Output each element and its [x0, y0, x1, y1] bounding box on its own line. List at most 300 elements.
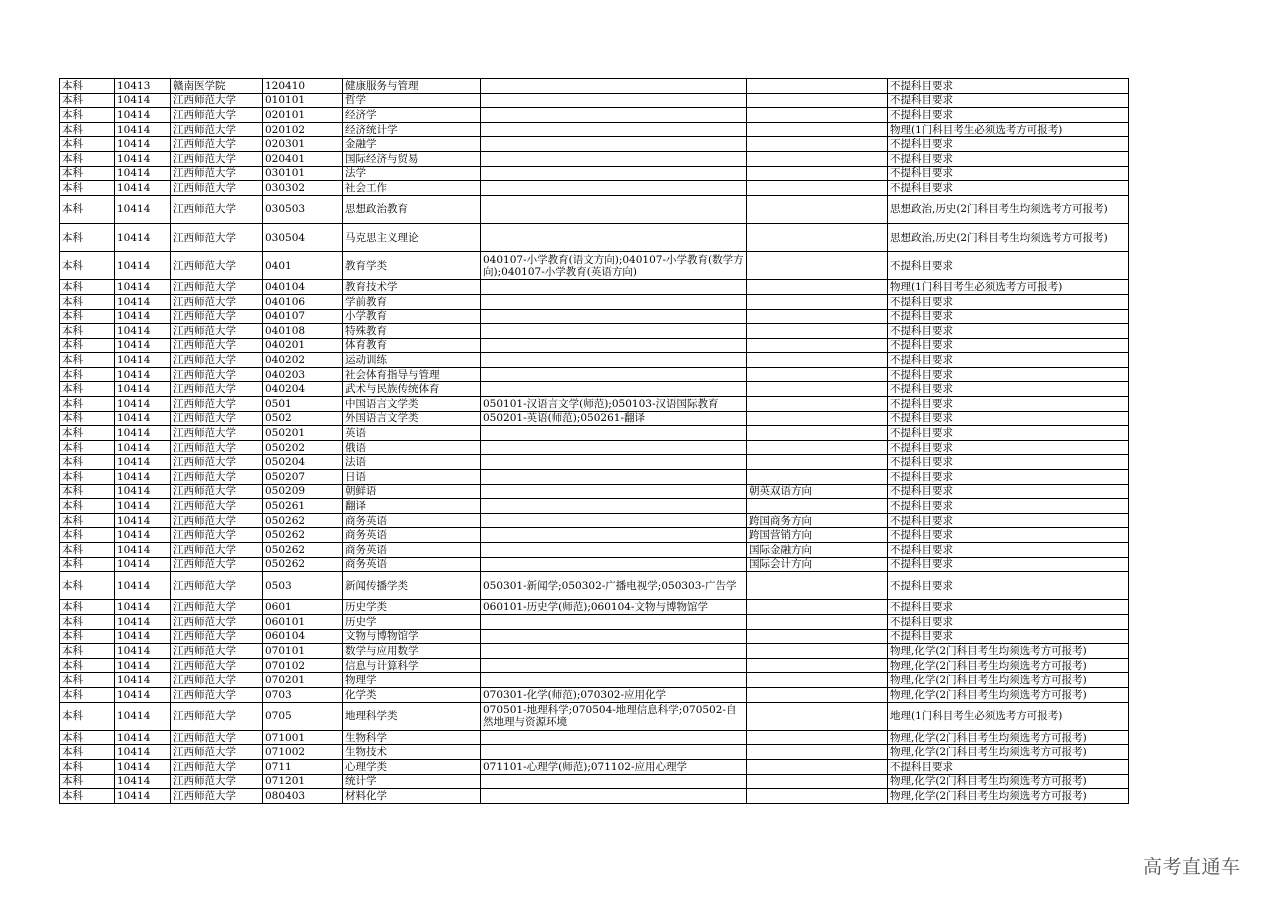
cell-major-name: 生物技术: [343, 745, 481, 760]
cell-level: 本科: [60, 426, 115, 441]
admission-requirements-table: [59, 78, 1129, 804]
cell-major-code: 040201: [263, 338, 343, 353]
cell-level: 本科: [60, 280, 115, 295]
cell-school-code: 10414: [115, 600, 171, 615]
cell-major-name: 商务英语: [343, 557, 481, 572]
cell-included-majors: [481, 181, 747, 196]
cell-subject-requirement: 不提科目要求: [888, 79, 1129, 94]
cell-school-name: 江西师范大学: [171, 702, 263, 730]
cell-level: 本科: [60, 223, 115, 251]
cell-subject-requirement: 不提科目要求: [888, 543, 1129, 558]
cell-major-code: 030503: [263, 195, 343, 223]
cell-level: 本科: [60, 730, 115, 745]
cell-major-name: 国际经济与贸易: [343, 151, 481, 166]
cell-included-majors: [481, 367, 747, 382]
cell-direction: [747, 367, 888, 382]
cell-direction: [747, 411, 888, 426]
table-row: [60, 79, 1129, 94]
cell-direction: [747, 294, 888, 309]
cell-included-majors: [481, 151, 747, 166]
cell-school-name: 江西师范大学: [171, 195, 263, 223]
cell-included-majors: [481, 382, 747, 397]
cell-major-code: 070102: [263, 658, 343, 673]
cell-included-majors: [481, 789, 747, 804]
table-row: [60, 353, 1129, 368]
cell-school-name: 江西师范大学: [171, 122, 263, 137]
cell-subject-requirement: 物理(1门科目考生必须选考方可报考): [888, 280, 1129, 295]
cell-major-name: 材料化学: [343, 789, 481, 804]
cell-school-code: 10414: [115, 687, 171, 702]
cell-included-majors: [481, 324, 747, 339]
cell-school-code: 10414: [115, 673, 171, 688]
cell-school-code: 10414: [115, 353, 171, 368]
cell-school-code: 10414: [115, 324, 171, 339]
cell-major-name: 英语: [343, 426, 481, 441]
table-row: [60, 181, 1129, 196]
cell-included-majors: [481, 426, 747, 441]
cell-major-code: 040107: [263, 309, 343, 324]
table-row: [60, 252, 1129, 280]
table-row: [60, 367, 1129, 382]
cell-subject-requirement: 不提科目要求: [888, 484, 1129, 499]
cell-direction: [747, 338, 888, 353]
cell-major-code: 040106: [263, 294, 343, 309]
cell-school-name: 江西师范大学: [171, 223, 263, 251]
cell-subject-requirement: 不提科目要求: [888, 324, 1129, 339]
cell-subject-requirement: 不提科目要求: [888, 499, 1129, 514]
cell-school-code: 10414: [115, 252, 171, 280]
cell-subject-requirement: 不提科目要求: [888, 367, 1129, 382]
cell-included-majors: [481, 166, 747, 181]
cell-level: 本科: [60, 79, 115, 94]
cell-subject-requirement: 物理(1门科目考生必须选考方可报考): [888, 122, 1129, 137]
cell-school-code: 10414: [115, 644, 171, 659]
cell-school-name: 赣南医学院: [171, 79, 263, 94]
cell-level: 本科: [60, 543, 115, 558]
cell-school-name: 江西师范大学: [171, 166, 263, 181]
table-row: [60, 499, 1129, 514]
cell-school-code: 10414: [115, 338, 171, 353]
table-row: [60, 309, 1129, 324]
cell-school-name: 江西师范大学: [171, 367, 263, 382]
table-row: [60, 338, 1129, 353]
cell-school-code: 10414: [115, 122, 171, 137]
cell-major-name: 中国语言文学类: [343, 397, 481, 412]
table-row: [60, 629, 1129, 644]
cell-major-name: 思想政治教育: [343, 195, 481, 223]
cell-school-name: 江西师范大学: [171, 759, 263, 774]
cell-level: 本科: [60, 557, 115, 572]
cell-subject-requirement: 物理,化学(2门科目考生均须选考方可报考): [888, 687, 1129, 702]
cell-included-majors: [481, 513, 747, 528]
cell-school-code: 10414: [115, 484, 171, 499]
cell-school-code: 10414: [115, 151, 171, 166]
cell-subject-requirement: 不提科目要求: [888, 151, 1129, 166]
cell-level: 本科: [60, 658, 115, 673]
cell-level: 本科: [60, 528, 115, 543]
cell-major-code: 040204: [263, 382, 343, 397]
cell-subject-requirement: 不提科目要求: [888, 397, 1129, 412]
cell-school-name: 江西师范大学: [171, 440, 263, 455]
cell-subject-requirement: 不提科目要求: [888, 166, 1129, 181]
cell-level: 本科: [60, 702, 115, 730]
cell-direction: [747, 426, 888, 441]
cell-school-code: 10414: [115, 108, 171, 123]
cell-included-majors: [481, 673, 747, 688]
cell-direction: [747, 730, 888, 745]
table-row: [60, 600, 1129, 615]
cell-school-code: 10414: [115, 513, 171, 528]
cell-school-name: 江西师范大学: [171, 108, 263, 123]
cell-major-name: 哲学: [343, 93, 481, 108]
cell-level: 本科: [60, 195, 115, 223]
cell-school-name: 江西师范大学: [171, 151, 263, 166]
cell-included-majors: [481, 528, 747, 543]
cell-major-name: 文物与博物馆学: [343, 629, 481, 644]
table-row: [60, 687, 1129, 702]
cell-included-majors: [481, 108, 747, 123]
cell-included-majors: [481, 470, 747, 485]
cell-direction: [747, 252, 888, 280]
cell-major-code: 0401: [263, 252, 343, 280]
cell-major-code: 0502: [263, 411, 343, 426]
cell-major-name: 日语: [343, 470, 481, 485]
cell-included-majors: [481, 338, 747, 353]
cell-major-name: 武术与民族传统体育: [343, 382, 481, 397]
cell-major-code: 050262: [263, 528, 343, 543]
cell-direction: [747, 137, 888, 152]
cell-school-name: 江西师范大学: [171, 572, 263, 600]
cell-subject-requirement: 物理,化学(2门科目考生均须选考方可报考): [888, 745, 1129, 760]
cell-included-majors: [481, 93, 747, 108]
cell-school-name: 江西师范大学: [171, 252, 263, 280]
cell-direction: [747, 614, 888, 629]
cell-level: 本科: [60, 108, 115, 123]
cell-subject-requirement: 物理,化学(2门科目考生均须选考方可报考): [888, 789, 1129, 804]
cell-subject-requirement: 不提科目要求: [888, 411, 1129, 426]
cell-school-name: 江西师范大学: [171, 309, 263, 324]
cell-subject-requirement: 地理(1门科目考生必须选考方可报考): [888, 702, 1129, 730]
cell-level: 本科: [60, 411, 115, 426]
cell-subject-requirement: 不提科目要求: [888, 513, 1129, 528]
cell-major-code: 020301: [263, 137, 343, 152]
cell-major-code: 0601: [263, 600, 343, 615]
cell-subject-requirement: 不提科目要求: [888, 181, 1129, 196]
cell-direction: [747, 122, 888, 137]
cell-level: 本科: [60, 600, 115, 615]
cell-major-code: 0501: [263, 397, 343, 412]
cell-direction: [747, 223, 888, 251]
cell-major-name: 朝鲜语: [343, 484, 481, 499]
cell-major-code: 060104: [263, 629, 343, 644]
table-row: [60, 730, 1129, 745]
cell-subject-requirement: 不提科目要求: [888, 572, 1129, 600]
cell-included-majors: [481, 730, 747, 745]
cell-direction: [747, 309, 888, 324]
cell-direction: [747, 382, 888, 397]
table-body: [60, 79, 1129, 804]
cell-major-name: 教育学类: [343, 252, 481, 280]
cell-level: 本科: [60, 181, 115, 196]
cell-direction: 跨国营销方向: [747, 528, 888, 543]
cell-school-code: 10414: [115, 629, 171, 644]
cell-school-code: 10414: [115, 572, 171, 600]
cell-direction: 国际会计方向: [747, 557, 888, 572]
cell-school-code: 10414: [115, 774, 171, 789]
cell-subject-requirement: 不提科目要求: [888, 137, 1129, 152]
cell-major-code: 030101: [263, 166, 343, 181]
cell-included-majors: [481, 614, 747, 629]
cell-major-name: 健康服务与管理: [343, 79, 481, 94]
cell-level: 本科: [60, 151, 115, 166]
cell-subject-requirement: 不提科目要求: [888, 440, 1129, 455]
cell-subject-requirement: 物理,化学(2门科目考生均须选考方可报考): [888, 673, 1129, 688]
table-row: [60, 411, 1129, 426]
cell-major-name: 历史学类: [343, 600, 481, 615]
cell-level: 本科: [60, 324, 115, 339]
cell-included-majors: [481, 557, 747, 572]
cell-major-code: 050262: [263, 543, 343, 558]
table-row: [60, 137, 1129, 152]
cell-level: 本科: [60, 759, 115, 774]
cell-major-name: 法语: [343, 455, 481, 470]
cell-major-code: 070201: [263, 673, 343, 688]
cell-school-code: 10414: [115, 93, 171, 108]
cell-major-name: 地理科学类: [343, 702, 481, 730]
cell-major-name: 小学教育: [343, 309, 481, 324]
cell-school-code: 10414: [115, 137, 171, 152]
cell-subject-requirement: 不提科目要求: [888, 759, 1129, 774]
cell-major-code: 050207: [263, 470, 343, 485]
cell-school-code: 10413: [115, 79, 171, 94]
cell-subject-requirement: 不提科目要求: [888, 338, 1129, 353]
cell-level: 本科: [60, 338, 115, 353]
cell-school-code: 10414: [115, 382, 171, 397]
cell-school-code: 10414: [115, 557, 171, 572]
cell-school-code: 10414: [115, 543, 171, 558]
cell-included-majors: 070301-化学(师范);070302-应用化学: [481, 687, 747, 702]
cell-major-code: 0705: [263, 702, 343, 730]
cell-level: 本科: [60, 470, 115, 485]
cell-included-majors: [481, 644, 747, 659]
cell-major-code: 0711: [263, 759, 343, 774]
table-row: [60, 440, 1129, 455]
cell-school-code: 10414: [115, 528, 171, 543]
cell-included-majors: [481, 137, 747, 152]
cell-subject-requirement: 思想政治,历史(2门科目考生均须选考方可报考): [888, 223, 1129, 251]
cell-school-code: 10414: [115, 411, 171, 426]
cell-school-name: 江西师范大学: [171, 426, 263, 441]
cell-direction: [747, 702, 888, 730]
table-row: [60, 673, 1129, 688]
cell-school-code: 10414: [115, 455, 171, 470]
cell-level: 本科: [60, 252, 115, 280]
cell-subject-requirement: 不提科目要求: [888, 470, 1129, 485]
cell-subject-requirement: 不提科目要求: [888, 557, 1129, 572]
cell-level: 本科: [60, 166, 115, 181]
cell-included-majors: [481, 484, 747, 499]
cell-major-name: 经济统计学: [343, 122, 481, 137]
table-row: [60, 166, 1129, 181]
cell-major-name: 外国语言文学类: [343, 411, 481, 426]
cell-school-name: 江西师范大学: [171, 528, 263, 543]
table-row: [60, 745, 1129, 760]
cell-major-name: 新闻传播学类: [343, 572, 481, 600]
cell-level: 本科: [60, 309, 115, 324]
table-row: [60, 426, 1129, 441]
cell-major-code: 040108: [263, 324, 343, 339]
cell-direction: [747, 759, 888, 774]
cell-school-code: 10414: [115, 181, 171, 196]
cell-major-code: 050202: [263, 440, 343, 455]
cell-school-name: 江西师范大学: [171, 470, 263, 485]
cell-school-code: 10414: [115, 397, 171, 412]
table-row: [60, 572, 1129, 600]
cell-major-name: 商务英语: [343, 543, 481, 558]
cell-direction: [747, 745, 888, 760]
cell-included-majors: [481, 195, 747, 223]
cell-major-code: 050209: [263, 484, 343, 499]
cell-direction: [747, 499, 888, 514]
cell-major-code: 020101: [263, 108, 343, 123]
cell-major-code: 0703: [263, 687, 343, 702]
cell-level: 本科: [60, 745, 115, 760]
cell-school-name: 江西师范大学: [171, 484, 263, 499]
cell-major-code: 060101: [263, 614, 343, 629]
cell-school-code: 10414: [115, 280, 171, 295]
cell-school-code: 10414: [115, 223, 171, 251]
cell-major-name: 教育技术学: [343, 280, 481, 295]
cell-school-code: 10414: [115, 759, 171, 774]
cell-major-name: 物理学: [343, 673, 481, 688]
cell-major-code: 020401: [263, 151, 343, 166]
cell-subject-requirement: 不提科目要求: [888, 600, 1129, 615]
cell-direction: [747, 455, 888, 470]
cell-level: 本科: [60, 455, 115, 470]
cell-major-name: 学前教育: [343, 294, 481, 309]
table-row: [60, 658, 1129, 673]
cell-major-name: 生物科学: [343, 730, 481, 745]
cell-school-name: 江西师范大学: [171, 499, 263, 514]
cell-included-majors: 050201-英语(师范);050261-翻译: [481, 411, 747, 426]
cell-school-name: 江西师范大学: [171, 382, 263, 397]
cell-subject-requirement: 不提科目要求: [888, 294, 1129, 309]
cell-school-name: 江西师范大学: [171, 774, 263, 789]
cell-major-code: 050261: [263, 499, 343, 514]
table-row: [60, 93, 1129, 108]
cell-major-name: 统计学: [343, 774, 481, 789]
cell-subject-requirement: 物理,化学(2门科目考生均须选考方可报考): [888, 774, 1129, 789]
cell-school-name: 江西师范大学: [171, 280, 263, 295]
cell-direction: [747, 93, 888, 108]
cell-school-name: 江西师范大学: [171, 730, 263, 745]
cell-subject-requirement: 不提科目要求: [888, 426, 1129, 441]
cell-included-majors: 050301-新闻学;050302-广播电视学;050303-广告学: [481, 572, 747, 600]
cell-included-majors: [481, 280, 747, 295]
cell-major-name: 金融学: [343, 137, 481, 152]
cell-direction: [747, 644, 888, 659]
cell-major-code: 050201: [263, 426, 343, 441]
cell-direction: 朝英双语方向: [747, 484, 888, 499]
table-row: [60, 484, 1129, 499]
cell-school-code: 10414: [115, 166, 171, 181]
cell-school-code: 10414: [115, 309, 171, 324]
cell-included-majors: 060101-历史学(师范);060104-文物与博物馆学: [481, 600, 747, 615]
cell-school-name: 江西师范大学: [171, 455, 263, 470]
cell-included-majors: [481, 353, 747, 368]
watermark-text: 高考直通车: [1143, 856, 1241, 878]
cell-subject-requirement: 不提科目要求: [888, 309, 1129, 324]
cell-major-name: 商务英语: [343, 513, 481, 528]
cell-subject-requirement: 不提科目要求: [888, 455, 1129, 470]
cell-level: 本科: [60, 789, 115, 804]
cell-subject-requirement: 不提科目要求: [888, 614, 1129, 629]
cell-level: 本科: [60, 122, 115, 137]
cell-school-code: 10414: [115, 195, 171, 223]
cell-direction: [747, 166, 888, 181]
cell-school-code: 10414: [115, 730, 171, 745]
cell-direction: [747, 673, 888, 688]
cell-level: 本科: [60, 644, 115, 659]
table-row: [60, 455, 1129, 470]
cell-included-majors: [481, 440, 747, 455]
table-row: [60, 513, 1129, 528]
table-row: [60, 324, 1129, 339]
cell-major-name: 化学类: [343, 687, 481, 702]
table-row: [60, 108, 1129, 123]
cell-level: 本科: [60, 513, 115, 528]
cell-level: 本科: [60, 367, 115, 382]
cell-major-code: 030302: [263, 181, 343, 196]
cell-direction: [747, 79, 888, 94]
cell-school-code: 10414: [115, 470, 171, 485]
cell-included-majors: [481, 122, 747, 137]
cell-included-majors: 071101-心理学(师范);071102-应用心理学: [481, 759, 747, 774]
cell-school-name: 江西师范大学: [171, 353, 263, 368]
cell-school-code: 10414: [115, 426, 171, 441]
cell-level: 本科: [60, 93, 115, 108]
cell-major-name: 社会体育指导与管理: [343, 367, 481, 382]
cell-major-name: 翻译: [343, 499, 481, 514]
cell-major-name: 商务英语: [343, 528, 481, 543]
table-row: [60, 382, 1129, 397]
cell-level: 本科: [60, 382, 115, 397]
cell-school-name: 江西师范大学: [171, 687, 263, 702]
cell-school-code: 10414: [115, 702, 171, 730]
cell-included-majors: [481, 629, 747, 644]
cell-major-code: 020102: [263, 122, 343, 137]
cell-direction: [747, 397, 888, 412]
cell-school-name: 江西师范大学: [171, 294, 263, 309]
cell-school-code: 10414: [115, 658, 171, 673]
cell-major-code: 120410: [263, 79, 343, 94]
cell-major-name: 体育教育: [343, 338, 481, 353]
cell-school-name: 江西师范大学: [171, 614, 263, 629]
cell-included-majors: [481, 543, 747, 558]
cell-major-code: 040203: [263, 367, 343, 382]
cell-subject-requirement: 不提科目要求: [888, 108, 1129, 123]
cell-subject-requirement: 不提科目要求: [888, 382, 1129, 397]
cell-school-name: 江西师范大学: [171, 397, 263, 412]
cell-school-code: 10414: [115, 294, 171, 309]
table-row: [60, 397, 1129, 412]
cell-direction: [747, 280, 888, 295]
table-row: [60, 122, 1129, 137]
cell-direction: [747, 324, 888, 339]
cell-direction: 跨国商务方向: [747, 513, 888, 528]
cell-school-code: 10414: [115, 745, 171, 760]
table-row: [60, 644, 1129, 659]
